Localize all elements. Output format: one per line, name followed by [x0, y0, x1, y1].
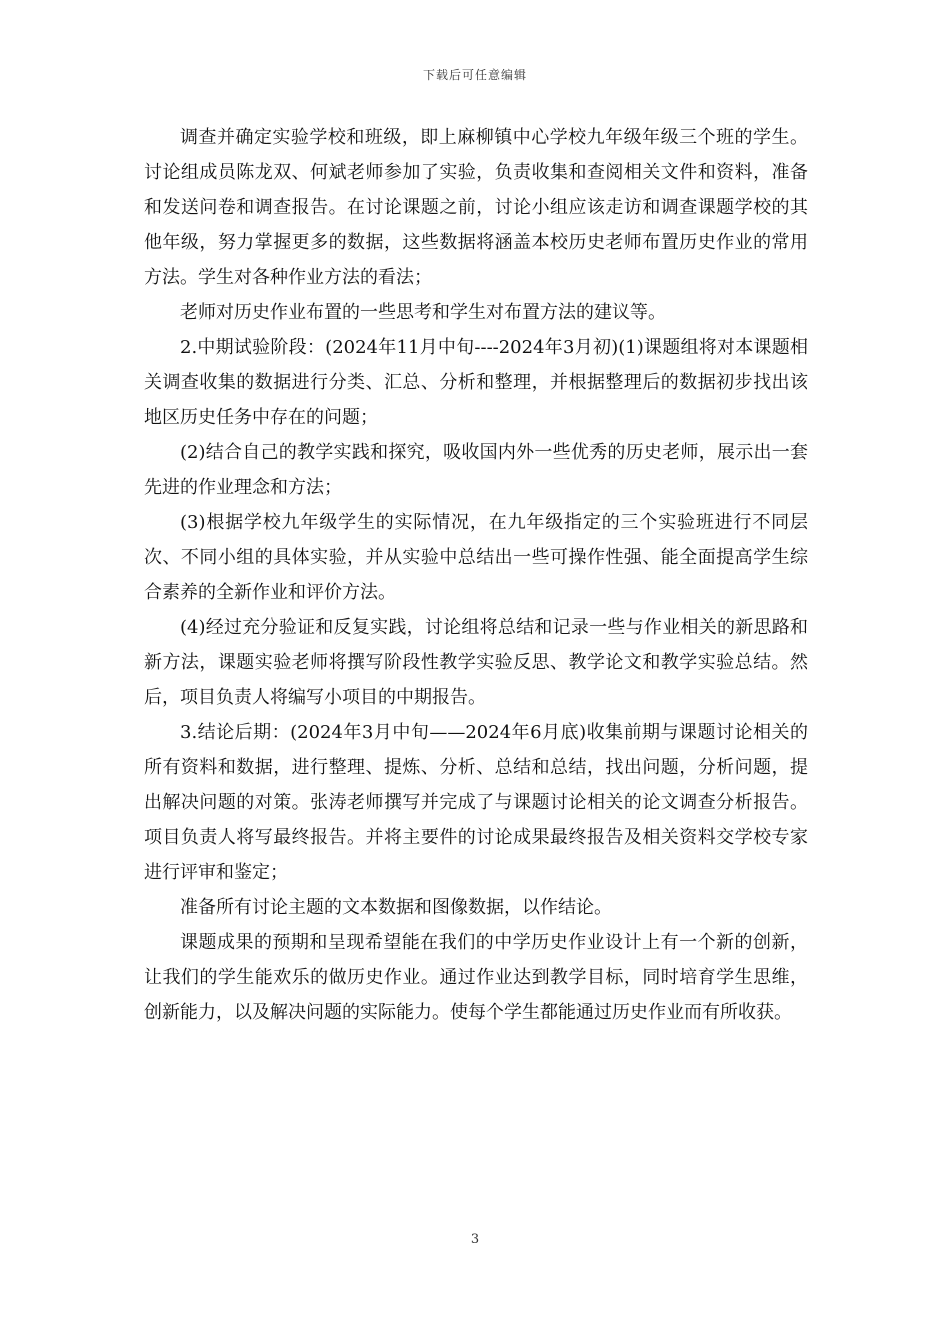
document-body [144, 120, 808, 1030]
page-number: 3 [470, 1232, 480, 1247]
paragraph-5: (3)根据学校九年级学生的实际情况，在九年级指定的三个实验班进行不同层次、不同小组的具体实验，并从实验中总结出一些可操作性强、能全面提高学生综合素养的全新作业和评价方法。 [144, 512, 808, 603]
paragraph-1: 调查并确定实验学校和班级，即上麻柳镇中心学校九年级年级三个班的学生。讨论组成员陈龙双、何斌老师参加了实验，负责收集和查阅相关文件和资料，准备和发送问卷和调查报告。在讨论课题之前，讨论小组应该走访和调查课题学校的其他年级，努力掌握更多的数据，这些数据将涵盖本校历史老师布置历史作业的常用方法。学生对各种作业方法的看法； [144, 127, 808, 288]
paragraph-7: 3.结论后期：(2024年3月中旬——2024年6月底)收集前期与课题讨论相关的所有资料和数据，进行整理、提炼、分析、总结和总结，找出问题，分析问题，提出解决问题的对策。张涛老师撰写并完成了与课题讨论相关的论文调查分析报告。项目负责人将写最终报告。并将主要件的讨论成果最终报告及相关资料交学校专家进行评审和鉴定； [144, 722, 808, 883]
paragraph-3: 2.中期试验阶段：(2024年11月中旬----2024年3月初)(1)课题组将对本课题相关调查收集的数据进行分类、汇总、分析和整理，并根据整理后的数据初步找出该地区历史任务中存在的问题； [144, 337, 808, 428]
paragraph-4: (2)结合自己的教学实践和探究，吸收国内外一些优秀的历史老师，展示出一套先进的作业理念和方法； [144, 442, 808, 498]
page-header: 下载后可任意编辑 [422, 68, 527, 82]
paragraph-2: 老师对历史作业布置的一些思考和学生对布置方法的建议等。 [180, 302, 666, 323]
paragraph-6: (4)经过充分验证和反复实践，讨论组将总结和记录一些与作业相关的新思路和新方法，课题实验老师将撰写阶段性教学实验反思、教学论文和教学实验总结。然后，项目负责人将编写小项目的中期报告。 [144, 617, 808, 708]
paragraph-8: 准备所有讨论主题的文本数据和图像数据，以作结论。 [180, 897, 612, 918]
paragraph-9: 课题成果的预期和呈现希望能在我们的中学历史作业设计上有一个新的创新，让我们的学生能欢乐的做历史作业。通过作业达到教学目标，同时培育学生思维，创新能力，以及解决问题的实际能力。使每个学生都能通过历史作业而有所收获。 [144, 932, 808, 1023]
